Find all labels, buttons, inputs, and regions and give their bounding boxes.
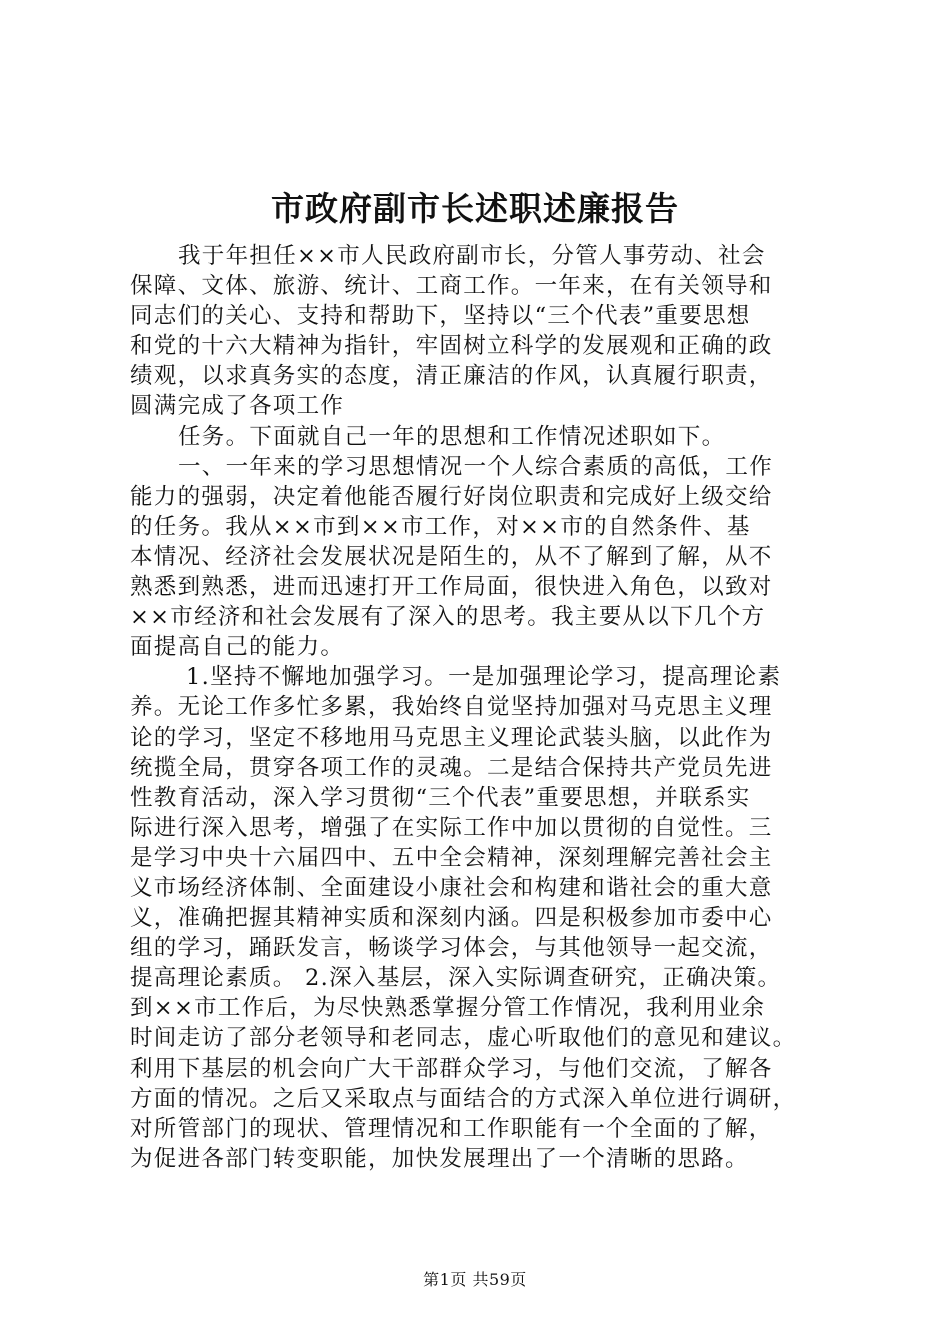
paragraph-line: 保障、文体、旅游、统计、工商工作。一年来，在有关领导和 (130, 273, 773, 300)
paragraph-line: 际进行深入思考，增强了在实际工作中加以贯彻的自觉性。三 (130, 814, 773, 841)
paragraph-line: 对所管部门的现状、管理情况和工作职能有一个全面的了解， (130, 1115, 773, 1142)
paragraph-line: 利用下基层的机会向广大干部群众学习，与他们交流，了解各 (130, 1055, 773, 1082)
paragraph-line: 任务。下面就自己一年的思想和工作情况述职如下。 (178, 423, 726, 450)
paragraph-line: 能力的强弱，决定着他能否履行好岗位职责和完成好上级交给 (130, 483, 773, 510)
paragraph-line: 是学习中央十六届四中、五中全会精神，深刻理解完善社会主 (130, 844, 773, 871)
paragraph-line: ××市经济和社会发展有了深入的思考。我主要从以下几个方 (130, 604, 766, 631)
paragraph-line: 熟悉到熟悉，进而迅速打开工作局面，很快进入角色，以致对 (130, 574, 773, 601)
paragraph-line: 绩观，以求真务实的态度，清正廉洁的作风，认真履行职责， (130, 363, 773, 390)
paragraph-line: 为促进各部门转变职能，加快发展理出了一个清晰的思路。 (130, 1145, 749, 1172)
paragraph-line: 的任务。我从××市到××市工作，对××市的自然条件、基 (130, 513, 751, 540)
paragraph-line: 提高理论素质。 2.深入基层，深入实际调查研究，正确决策。 (130, 965, 782, 992)
paragraph-line: 义，准确把握其精神实质和深刻内涵。四是积极参加市委中心 (130, 905, 773, 932)
page-number-footer: 第1页 共59页 (423, 1270, 527, 1289)
paragraph-line: 面提高自己的能力。 (130, 634, 345, 661)
paragraph-line: 性教育活动，深入学习贯彻“三个代表”重要思想，并联系实 (130, 784, 751, 811)
paragraph-line: 组的学习，踊跃发言，畅谈学习体会，与其他领导一起交流， (130, 935, 773, 962)
paragraph-line: 方面的情况。之后又采取点与面结合的方式深入单位进行调研， (130, 1085, 797, 1112)
paragraph-line: 义市场经济体制、全面建设小康社会和构建和谐社会的重大意 (130, 874, 773, 901)
document-title: 市政府副市长述职述廉报告 (271, 189, 679, 228)
paragraph-line: 和党的十六大精神为指针，牢固树立科学的发展观和正确的政 (130, 333, 773, 360)
paragraph-line: 同志们的关心、支持和帮助下，坚持以“三个代表”重要思想 (130, 303, 751, 330)
paragraph-line: 到××市工作后，为尽快熟悉掌握分管工作情况，我利用业余 (130, 995, 766, 1022)
document-body (130, 241, 855, 1174)
paragraph-line: 统揽全局，贯穿各项工作的灵魂。二是结合保持共产党员先进 (130, 754, 773, 781)
paragraph-line: 1.坚持不懈地加强学习。一是加强理论学习，提高理论素 (186, 664, 782, 691)
paragraph-line: 一、一年来的学习思想情况一个人综合素质的高低，工作 (178, 453, 774, 480)
paragraph-line: 论的学习，坚定不移地用马克思主义理论武装头脑，以此作为 (130, 724, 773, 751)
paragraph-line: 本情况、经济社会发展状况是陌生的，从不了解到了解，从不 (130, 543, 773, 570)
paragraph-line: 时间走访了部分老领导和老同志，虚心听取他们的意见和建议。 (130, 1025, 797, 1052)
paragraph-line: 圆满完成了各项工作 (130, 393, 345, 420)
paragraph-line: 我于年担任××市人民政府副市长，分管人事劳动、社会 (178, 243, 766, 269)
paragraph-line: 养。无论工作多忙多累，我始终自觉坚持加强对马克思主义理 (130, 694, 773, 721)
